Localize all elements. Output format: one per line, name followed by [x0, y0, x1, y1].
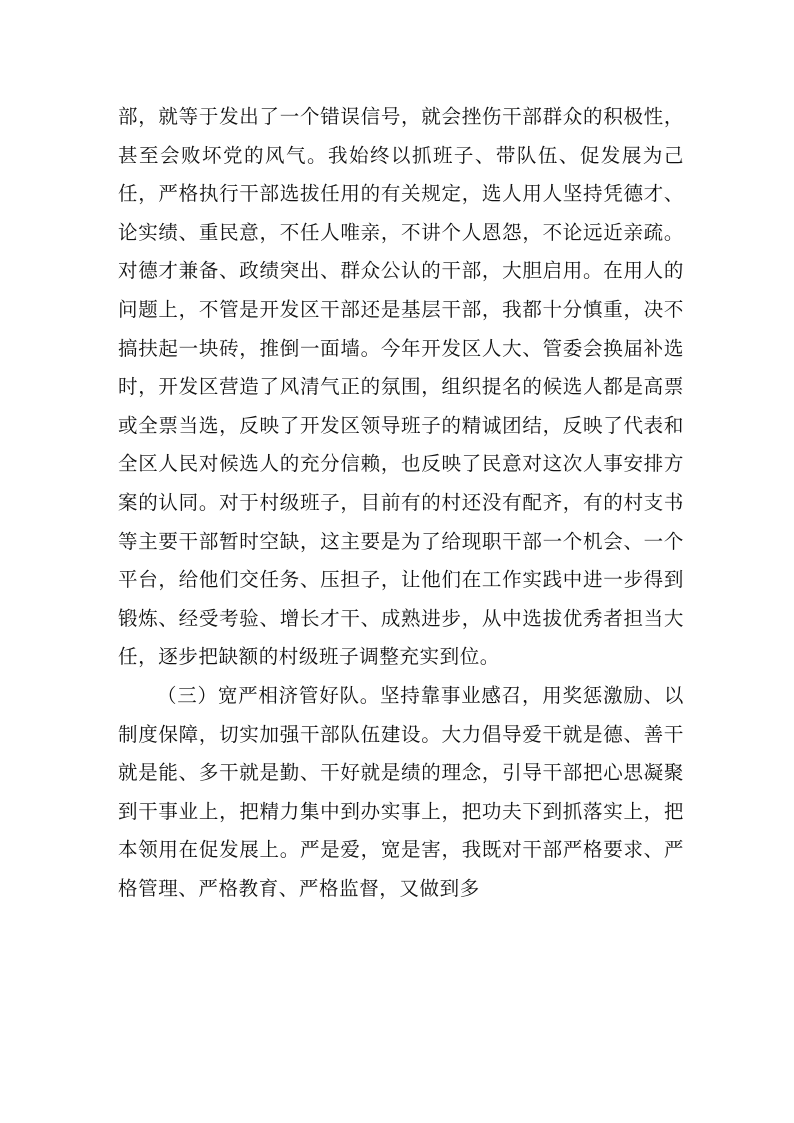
body-text	[118, 98, 684, 908]
paragraph-1: 部，就等于发出了一个错误信号，就会挫伤干部群众的积极性，甚至会败坏党的风气。我始终以抓班子、带队伍、促发展为己任，严格执行干部选拔任用的有关规定，选人用人坚持凭德才、论实绩、重民意，不任人唯亲，不讲个人恩怨，不论远近亲疏。对德才兼备、政绩突出、群众公认的干部，大胆启用。在用人的问题上，不管是开发区干部还是基层干部，我都十分慎重，决不搞扶起一块砖，推倒一面墙。今年开发区人大、管委会换届补选时，开发区营造了风清气正的氛围，组织提名的候选人都是高票或全票当选，反映了开发区领导班子的精诚团结，反映了代表和全区人民对候选人的充分信赖，也反映了民意对这次人事安排方案的认同。对于村级班子，目前有的村还没有配齐，有的村支书等主要干部暂时空缺，这主要是为了给现职干部一个机会、一个平台，给他们交任务、压担子，让他们在工作实践中进一步得到锻炼、经受考验、增长才干、成熟进步，从中选拔优秀者担当大任，逐步把缺额的村级班子调整充实到位。	[118, 105, 684, 669]
paragraph-2: （三）宽严相济管好队。坚持靠事业感召，用奖惩激励、以制度保障，切实加强干部队伍建设。大力倡导爱干就是德、善干就是能、多干就是勤、干好就是绩的理念，引导干部把心思凝聚到干事业上，把精力集中到办实事上，把功夫下到抓落实上，把本领用在促发展上。严是爱，宽是害，我既对干部严格要求、严格管理、严格教育、严格监督，又做到多	[118, 683, 684, 900]
